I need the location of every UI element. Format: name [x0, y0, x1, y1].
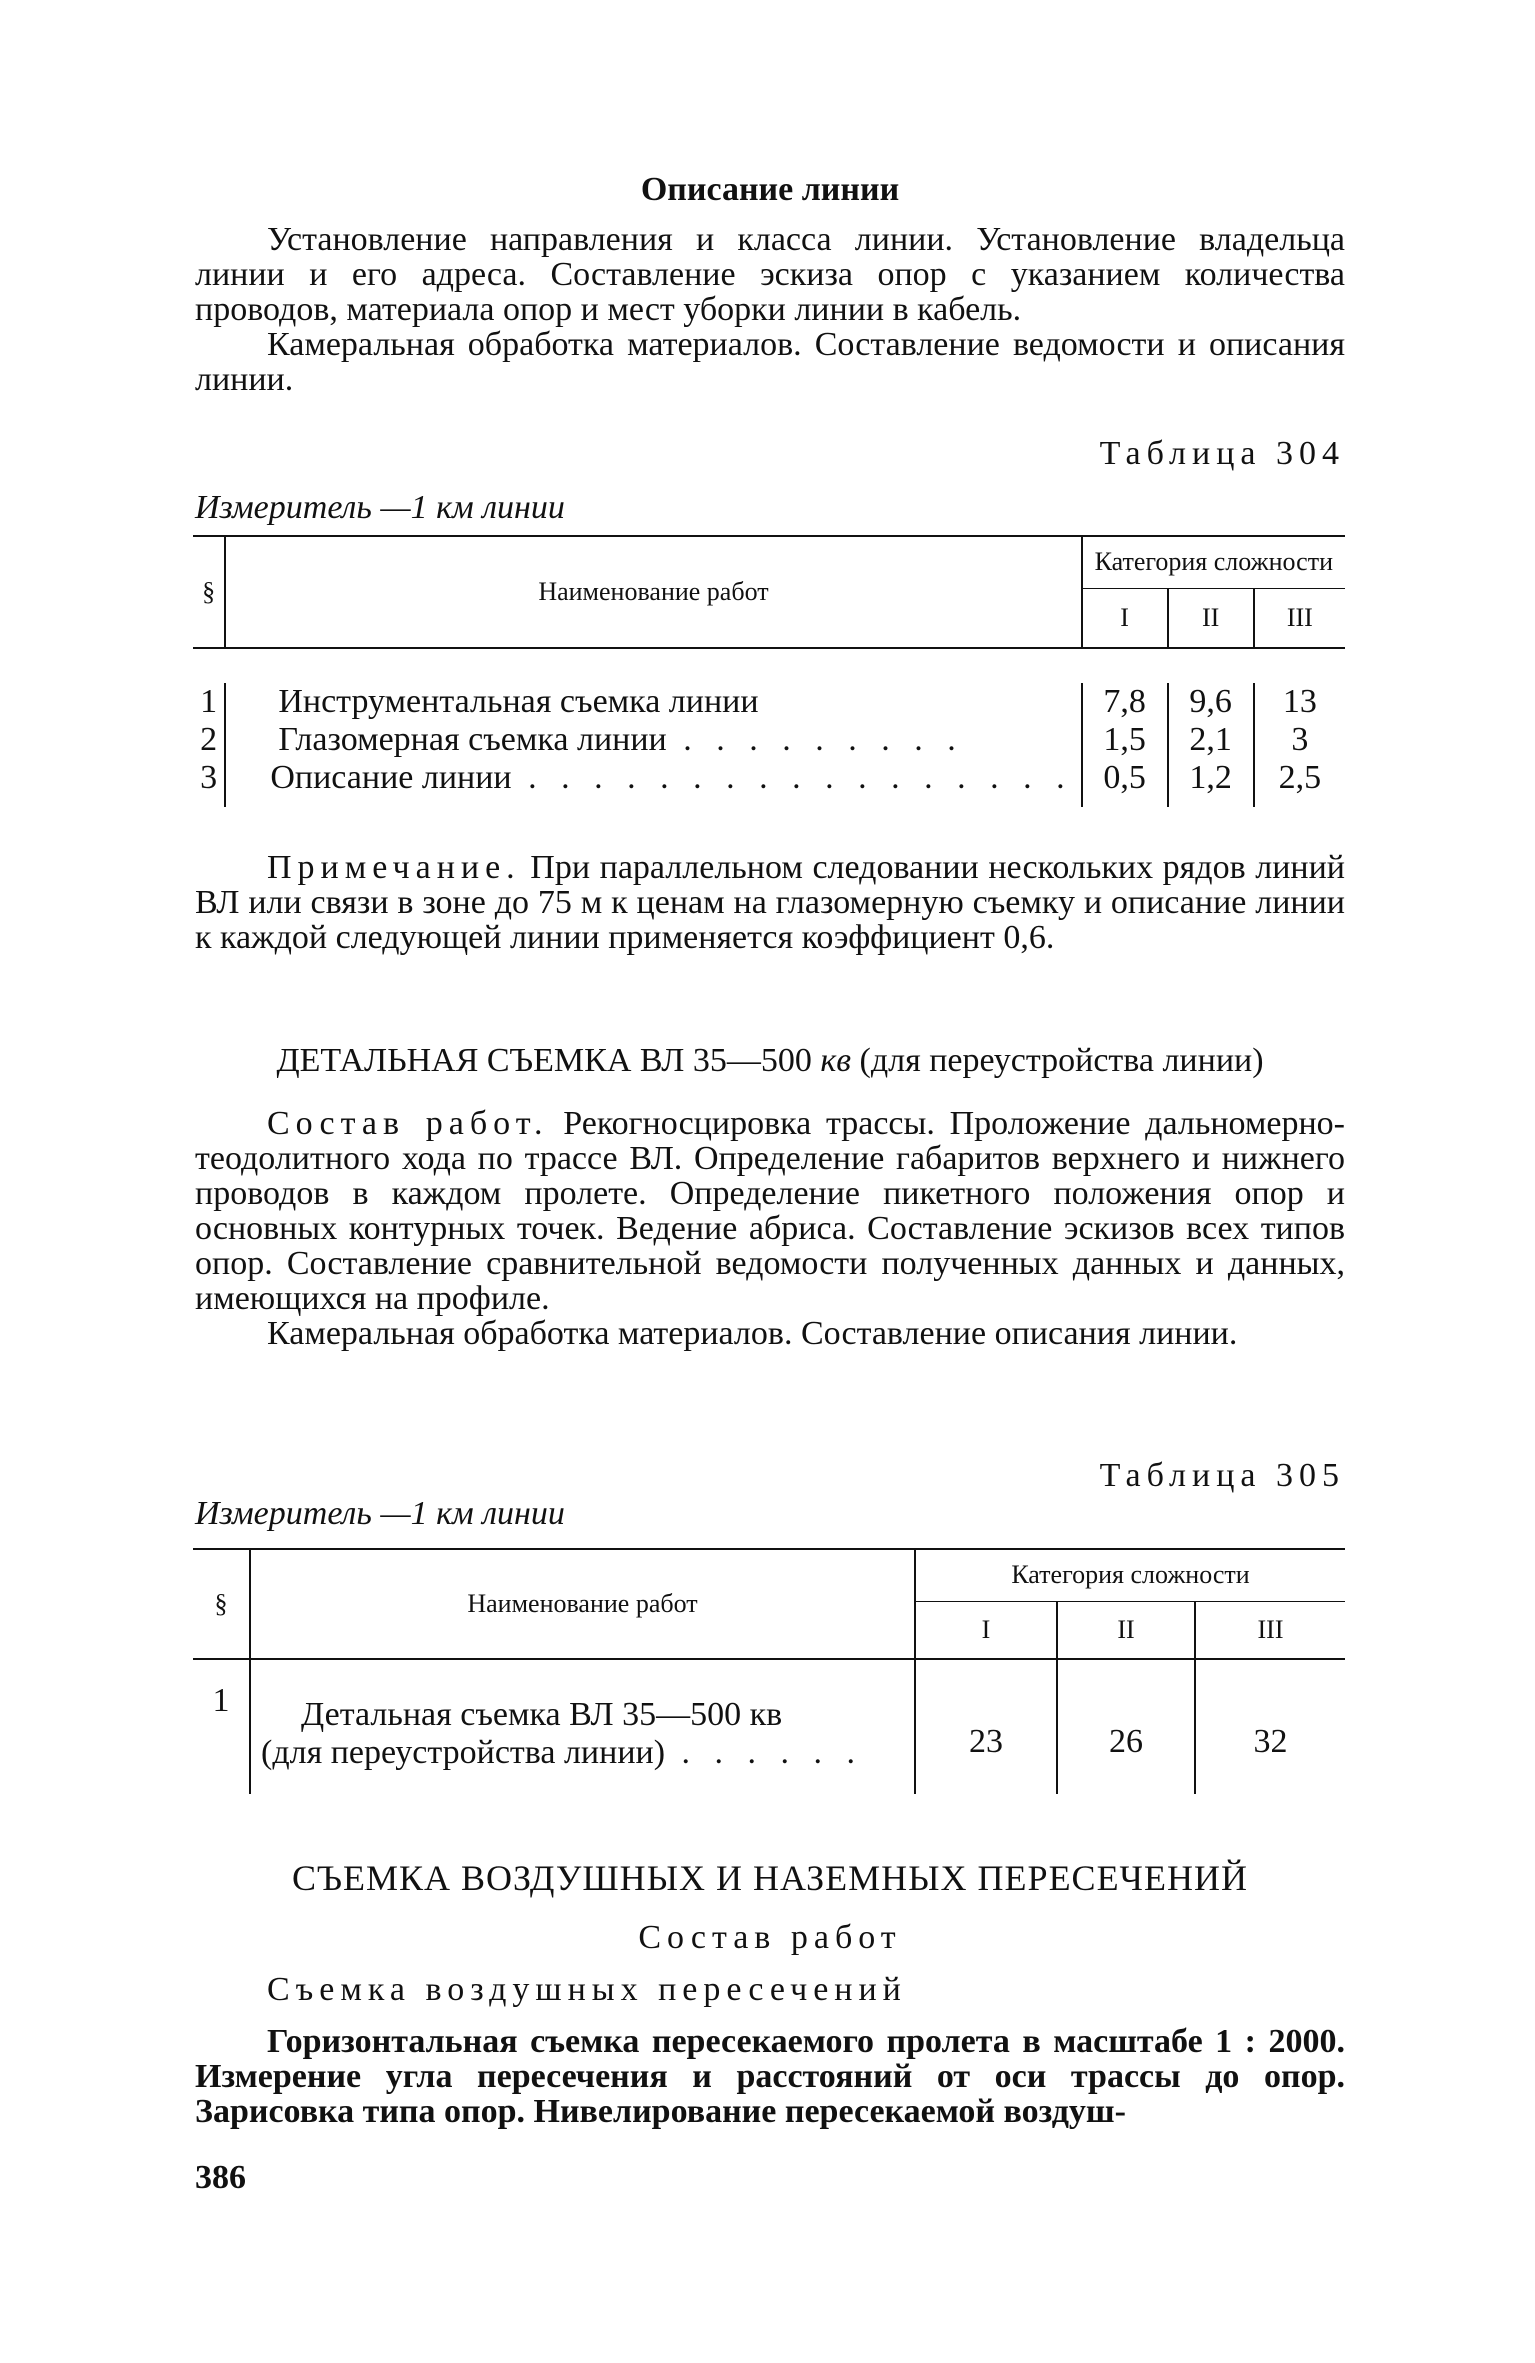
section3-body — [195, 2024, 1345, 2129]
cell-value: 2,5 — [1254, 759, 1345, 807]
note-label: Примечание. — [267, 849, 521, 886]
subheading-air-crossings: Съемка воздушных пересечений — [267, 1971, 907, 2008]
page-number: 386 — [195, 2159, 246, 2196]
table-row: 2 Глазомерная съемка линии . . . . . . . . . 1,5 2,1 3 — [193, 721, 1345, 759]
section1-body — [195, 222, 1345, 397]
cell-value: 1,2 — [1168, 759, 1254, 807]
section-heading-line-description: Описание линии — [640, 171, 900, 208]
heading-tail: (для переустройства линии) — [859, 1042, 1264, 1079]
heading-main: ДЕТАЛЬНАЯ СЪЕМКА ВЛ 35—500 — [276, 1042, 812, 1079]
table-304 — [193, 535, 1345, 807]
cell-value: 23 — [915, 1659, 1057, 1794]
col-header-cat-1: I — [1082, 588, 1168, 648]
cell-value: 9,6 — [1168, 683, 1254, 721]
work-name-line1: Детальная съемка ВЛ 35—500 кв — [301, 1696, 783, 1733]
paragraph: Рекогносцировка трассы. Проложение дальномерно-теодолитного хода по трассе ВЛ. Определение габаритов верхнего и нижнего проводов в каждом пролете. Определение пикетного положения опор и основных контурных точек. Ведение абриса. Составление эскизов всех типов опор. Составление сравнительной ведомости полученных данных и данных, имеющихся на профиле. — [195, 1105, 1346, 1317]
cell-value: 13 — [1254, 683, 1345, 721]
col-header-category: Категория сложности — [1082, 536, 1345, 588]
row-number: 2 — [200, 721, 218, 758]
work-name-line2: (для переустройства линии) — [261, 1734, 666, 1771]
section-heading-detailed-survey — [195, 1043, 1345, 1078]
composition-label: Состав работ. — [267, 1105, 549, 1142]
cell-value: 1,5 — [1082, 721, 1168, 759]
section2-body — [195, 1106, 1345, 1351]
note-text: При параллельном следовании нескольких рядов линий ВЛ или связи в зоне до 75 м к ценам на глазомерную съемку и описание линии к каждой следующей линии применяется коэффициент 0,6. — [195, 849, 1345, 956]
row-number: 1 — [200, 683, 218, 720]
col-header-cat-1: I — [915, 1601, 1057, 1659]
col-header-cat-2: II — [1057, 1601, 1195, 1659]
heading-unit: кв — [820, 1042, 851, 1079]
col-header-cat-3: III — [1195, 1601, 1345, 1659]
paragraph: Камеральная обработка материалов. Составление описания линии. — [267, 1315, 1238, 1352]
cell-value: 3 — [1254, 721, 1345, 759]
row-number: 3 — [200, 759, 218, 796]
table-305 — [193, 1548, 1345, 1794]
col-header-work-name: Наименование работ — [225, 536, 1081, 648]
cell-value: 2,1 — [1168, 721, 1254, 759]
row-number: 1 — [212, 1682, 230, 1719]
table-row — [193, 683, 1345, 721]
col-header-cat-3: III — [1254, 588, 1345, 648]
table304-unit: Измеритель —1 км линии — [195, 489, 565, 526]
table305-title: Таблица 305 — [1099, 1457, 1345, 1494]
table-row: 1 Детальная съемка ВЛ 35—500 кв (для переустройства линии) . . . . . . 23 26 32 — [193, 1659, 1345, 1794]
cell-value: 7,8 — [1082, 683, 1168, 721]
cell-value: 0,5 — [1082, 759, 1168, 807]
paragraph: Установление направления и класса линии. Установление владельца линии и его адреса. Составление эскиза опор с указанием количества проводов, материала опор и мест уборки линии в кабель. — [195, 221, 1345, 328]
table304-title: Таблица 304 — [1099, 435, 1345, 472]
col-header-section: § — [193, 536, 225, 648]
col-header-category: Категория сложности — [915, 1549, 1345, 1601]
col-header-section: § — [193, 1549, 250, 1659]
cell-value: 32 — [1195, 1659, 1345, 1794]
paragraph: Горизонтальная съемка пересекаемого пролета в масштабе 1 : 2000. Измерение угла пересечения и расстояний от оси трассы до опор. Зарисовка типа опор. Нивелирование пересекаемой воздуш- — [195, 2023, 1345, 2130]
section-heading-crossings: СЪЕМКА ВОЗДУШНЫХ И НАЗЕМНЫХ ПЕРЕСЕЧЕНИЙ — [292, 1858, 1248, 1898]
col-header-work-name: Наименование работ — [250, 1549, 915, 1659]
work-name: Инструментальная съемка линии — [278, 683, 759, 720]
table305-unit: Измеритель —1 км линии — [195, 1495, 565, 1532]
cell-value: 26 — [1057, 1659, 1195, 1794]
col-header-cat-2: II — [1168, 588, 1254, 648]
note — [195, 850, 1345, 955]
subheading-composition: Состав работ — [638, 1919, 902, 1956]
table-row: 3 Описание линии . . . . . . . . . . . . . . . . . 0,5 1,2 2,5 — [193, 759, 1345, 807]
work-name: Глазомерная съемка линии — [278, 721, 667, 758]
paragraph: Камеральная обработка материалов. Составление ведомости и описания линии. — [195, 326, 1345, 398]
work-name: Описание линии — [270, 759, 512, 796]
